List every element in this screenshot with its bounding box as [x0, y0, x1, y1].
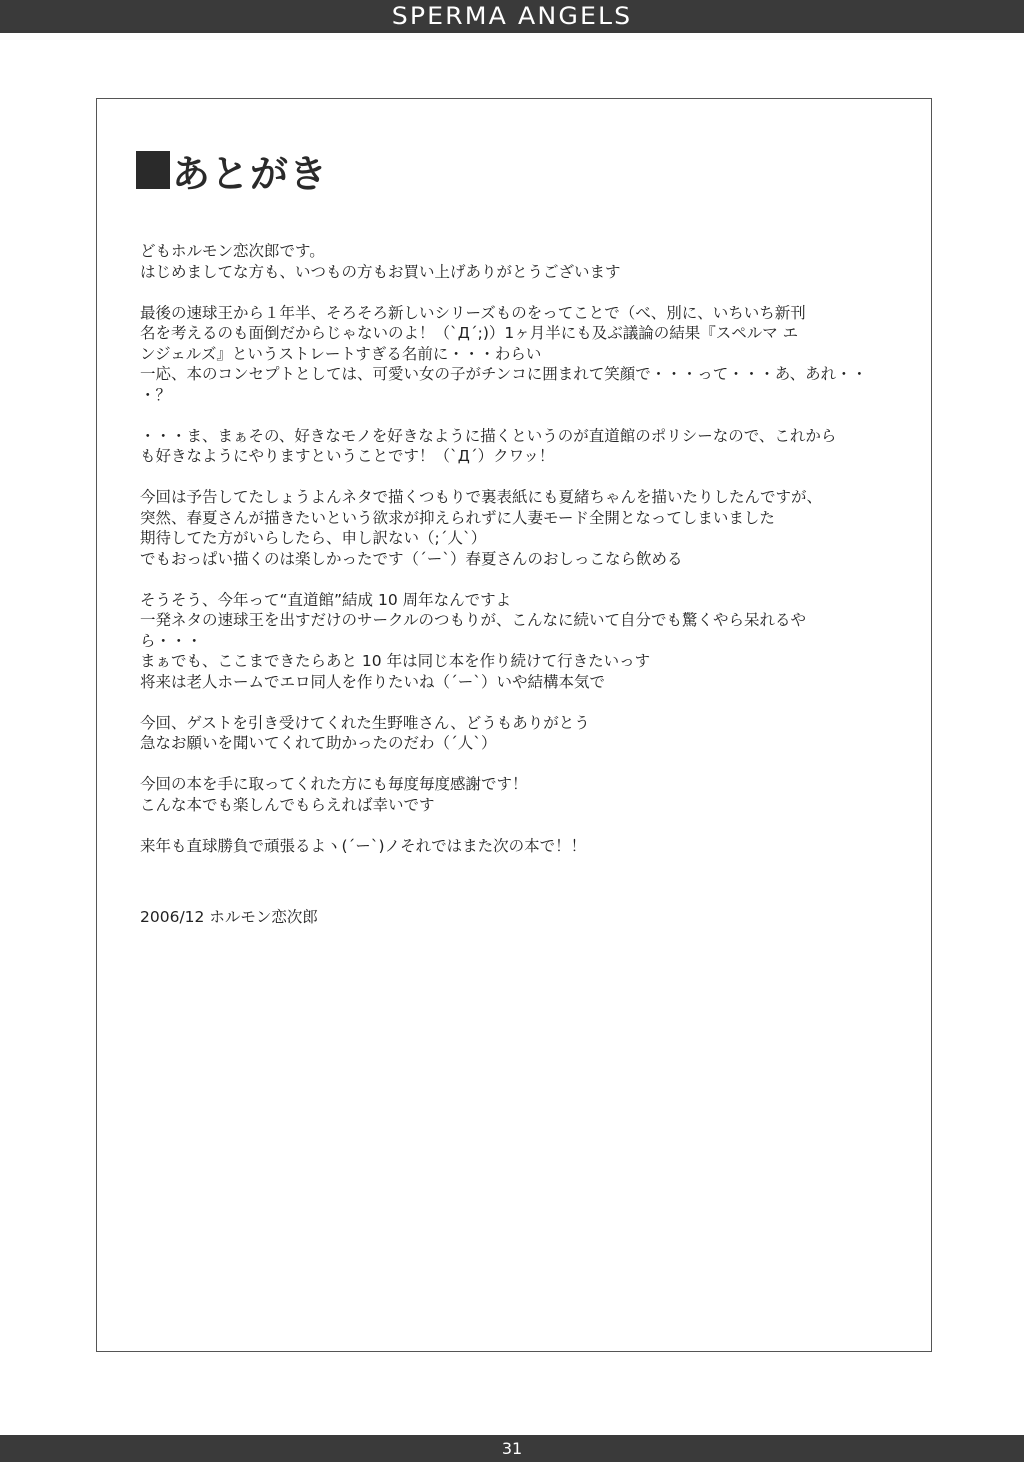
paragraph-3	[140, 426, 900, 467]
text-line: まぁでも、ここまできたらあと 10 年は同じ本を作り続けて行きたいっす	[140, 652, 651, 670]
text-line: 急なお願いを聞いてくれて助かったのだわ（´人`）	[140, 734, 497, 752]
text-line: そうそう、今年って“直道館”結成 10 周年なんですよ	[140, 590, 512, 609]
text-line: ンジェルズ』というストレートすぎる名前に・・・わらい	[140, 344, 542, 363]
afterword-heading	[136, 145, 328, 195]
paragraph-1	[140, 241, 900, 282]
heading-square-icon	[136, 151, 170, 189]
page-number: 31	[501, 1439, 523, 1458]
signature: 2006/12 ホルモン恋次郎	[140, 908, 318, 926]
text-line: 今回は予告してたしょうよんネタで描くつもりで裏表紙にも夏緒ちゃんを描いたりしたんですが、	[140, 488, 823, 506]
paragraph-4	[140, 487, 900, 569]
text-line: ・・・ま、まぁその、好きなモノを好きなように描くというのが直道館のポリシーなので、これから	[140, 426, 837, 445]
header-title: SPERMA ANGELS	[391, 2, 633, 30]
text-line: こんな本でも楽しんでもらえれば幸いです	[140, 795, 435, 814]
paragraph-2	[140, 303, 900, 406]
text-line: 将来は老人ホームでエロ同人を作りたいね（´ー`）いや結構本気で	[140, 672, 606, 691]
text-line: 名を考えるのも面倒だからじゃないのよ！（`Д´;)）1ヶ月半にも及ぶ議論の結果『スペルマ エ	[140, 324, 799, 342]
text-line: ら・・・	[140, 631, 203, 650]
text-line: 最後の速球王から１年半、そろそろ新しいシリーズものをってことで（べ、別に、いちいち新刊	[140, 303, 806, 322]
paragraph-8	[140, 836, 900, 857]
text-line: 一応、本のコンセプトとしては、可愛い女の子がチンコに囲まれて笑顔で・・・って・・・あ、あれ・・	[140, 365, 868, 383]
text-line: 期待してた方がいらしたら、申し訳ない（;´人`）	[140, 529, 487, 547]
text-line: 今回、ゲストを引き受けてくれた生野唯さん、どうもありがとう	[140, 713, 590, 732]
text-line: も好きなようにやりますということです！（`Д´）クワッ！	[140, 447, 555, 465]
paragraph-6	[140, 713, 900, 754]
text-line: 一発ネタの速球王を出すだけのサークルのつもりが、こんなに続いて自分でも驚くやら呆れるや	[140, 611, 807, 629]
paragraph-7	[140, 774, 900, 815]
heading-text: あとがき	[172, 151, 329, 196]
text-line: 突然、春夏さんが描きたいという欲求が抑えられずに人妻モード全開となってしまいました	[140, 508, 775, 527]
text-line: 今回の本を手に取ってくれた方にも毎度毎度感謝です！	[140, 775, 528, 793]
text-line: はじめましてな方も、いつもの方もお買い上げありがとうございます	[140, 262, 621, 281]
text-line: でもおっぱい描くのは楽しかったです（´ー`）春夏さんのおしっこなら飲める	[140, 549, 683, 568]
text-line: ・？	[140, 385, 172, 404]
text-line: 来年も直球勝負で頑張るよヽ(´ー`)ノそれではまた次の本で！！	[140, 836, 587, 855]
afterword-body	[140, 241, 900, 877]
text-line: どもホルモン恋次郎です。	[140, 242, 325, 260]
paragraph-5	[140, 590, 900, 693]
